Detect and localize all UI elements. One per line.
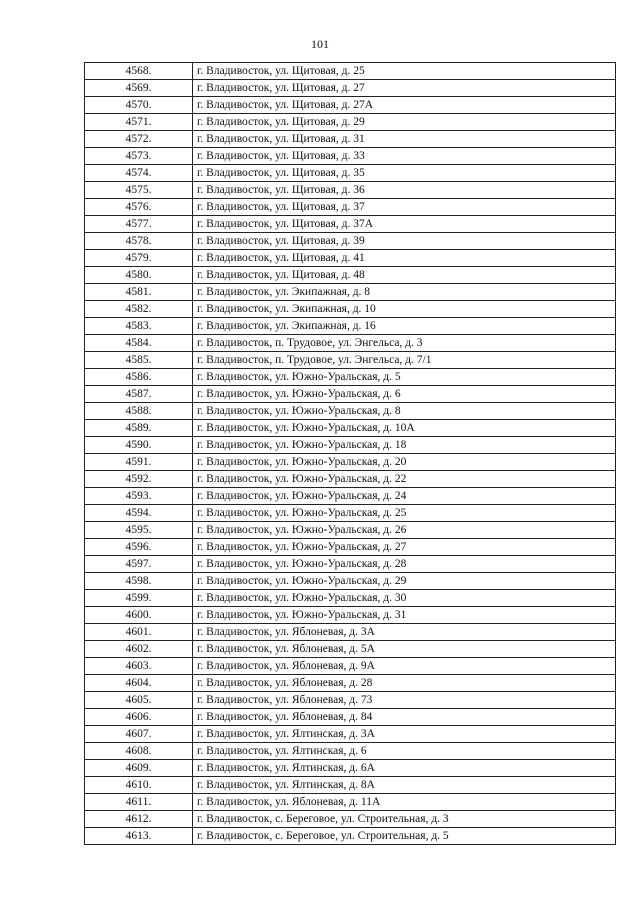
table-row (85, 148, 616, 165)
row-number: 4568. (85, 63, 193, 80)
row-number: 4583. (85, 318, 193, 335)
row-address: г. Владивосток, ул. Щитовая, д. 33 (193, 148, 616, 165)
table-row (85, 743, 616, 760)
row-number: 4574. (85, 165, 193, 182)
table-row (85, 80, 616, 97)
table-row (85, 97, 616, 114)
table-row (85, 369, 616, 386)
row-number: 4603. (85, 658, 193, 675)
row-address: г. Владивосток, ул. Яблоневая, д. 3А (193, 624, 616, 641)
row-address: г. Владивосток, п. Трудовое, ул. Энгельса, д. 7/1 (193, 352, 616, 369)
row-number: 4582. (85, 301, 193, 318)
row-address: г. Владивосток, ул. Щитовая, д. 39 (193, 233, 616, 250)
row-address: г. Владивосток, ул. Южно-Уральская, д. 25 (193, 505, 616, 522)
row-address: г. Владивосток, ул. Щитовая, д. 29 (193, 114, 616, 131)
row-number: 4592. (85, 471, 193, 488)
row-number: 4596. (85, 539, 193, 556)
row-address: г. Владивосток, ул. Южно-Уральская, д. 27 (193, 539, 616, 556)
row-address: г. Владивосток, ул. Экипажная, д. 8 (193, 284, 616, 301)
row-number: 4598. (85, 573, 193, 590)
row-address: г. Владивосток, ул. Южно-Уральская, д. 30 (193, 590, 616, 607)
row-number: 4584. (85, 335, 193, 352)
table-row (85, 539, 616, 556)
table-row (85, 760, 616, 777)
table-row (85, 505, 616, 522)
row-address: г. Владивосток, ул. Ялтинская, д. 3А (193, 726, 616, 743)
table-row (85, 352, 616, 369)
row-number: 4585. (85, 352, 193, 369)
table-row (85, 216, 616, 233)
row-address: г. Владивосток, ул. Ялтинская, д. 6А (193, 760, 616, 777)
row-address: г. Владивосток, ул. Экипажная, д. 16 (193, 318, 616, 335)
row-address: г. Владивосток, ул. Южно-Уральская, д. 28 (193, 556, 616, 573)
row-number: 4605. (85, 692, 193, 709)
table-row (85, 250, 616, 267)
row-number: 4576. (85, 199, 193, 216)
row-number: 4591. (85, 454, 193, 471)
row-number: 4580. (85, 267, 193, 284)
row-address: г. Владивосток, ул. Южно-Уральская, д. 18 (193, 437, 616, 454)
row-number: 4609. (85, 760, 193, 777)
row-address: г. Владивосток, ул. Щитовая, д. 48 (193, 267, 616, 284)
row-address: г. Владивосток, ул. Яблоневая, д. 84 (193, 709, 616, 726)
row-address: г. Владивосток, ул. Южно-Уральская, д. 6 (193, 386, 616, 403)
table-row (85, 284, 616, 301)
row-address: г. Владивосток, ул. Щитовая, д. 41 (193, 250, 616, 267)
row-address: г. Владивосток, с. Береговое, ул. Строительная, д. 3 (193, 811, 616, 828)
row-address: г. Владивосток, ул. Яблоневая, д. 9А (193, 658, 616, 675)
table-row (85, 182, 616, 199)
row-address: г. Владивосток, ул. Южно-Уральская, д. 10А (193, 420, 616, 437)
table-row (85, 301, 616, 318)
table-row (85, 267, 616, 284)
table-row (85, 114, 616, 131)
row-address: г. Владивосток, ул. Щитовая, д. 27А (193, 97, 616, 114)
row-address: г. Владивосток, ул. Яблоневая, д. 5А (193, 641, 616, 658)
table-row (85, 454, 616, 471)
table-row (85, 692, 616, 709)
row-number: 4612. (85, 811, 193, 828)
table-row (85, 386, 616, 403)
row-address: г. Владивосток, ул. Экипажная, д. 10 (193, 301, 616, 318)
row-address: г. Владивосток, ул. Щитовая, д. 37А (193, 216, 616, 233)
row-address: г. Владивосток, ул. Южно-Уральская, д. 24 (193, 488, 616, 505)
row-number: 4569. (85, 80, 193, 97)
table-row (85, 811, 616, 828)
table-row (85, 165, 616, 182)
row-number: 4597. (85, 556, 193, 573)
row-address: г. Владивосток, ул. Южно-Уральская, д. 31 (193, 607, 616, 624)
address-table (84, 62, 616, 845)
row-number: 4573. (85, 148, 193, 165)
table-row (85, 624, 616, 641)
row-number: 4581. (85, 284, 193, 301)
row-number: 4579. (85, 250, 193, 267)
row-address: г. Владивосток, ул. Южно-Уральская, д. 29 (193, 573, 616, 590)
row-number: 4604. (85, 675, 193, 692)
row-number: 4599. (85, 590, 193, 607)
table-row (85, 573, 616, 590)
table-row (85, 590, 616, 607)
page-number: 101 (311, 37, 329, 51)
row-number: 4570. (85, 97, 193, 114)
row-address: г. Владивосток, ул. Яблоневая, д. 73 (193, 692, 616, 709)
row-number: 4586. (85, 369, 193, 386)
table-row (85, 641, 616, 658)
table-row (85, 233, 616, 250)
row-number: 4613. (85, 828, 193, 845)
row-number: 4590. (85, 437, 193, 454)
row-address: г. Владивосток, ул. Щитовая, д. 27 (193, 80, 616, 97)
table-row (85, 522, 616, 539)
table-row (85, 131, 616, 148)
table-row (85, 437, 616, 454)
row-address: г. Владивосток, ул. Яблоневая, д. 28 (193, 675, 616, 692)
table-row (85, 556, 616, 573)
table-row (85, 471, 616, 488)
row-number: 4572. (85, 131, 193, 148)
row-number: 4593. (85, 488, 193, 505)
row-address: г. Владивосток, ул. Южно-Уральская, д. 8 (193, 403, 616, 420)
row-address: г. Владивосток, ул. Южно-Уральская, д. 26 (193, 522, 616, 539)
table-row (85, 828, 616, 845)
row-number: 4602. (85, 641, 193, 658)
table-row (85, 488, 616, 505)
row-number: 4610. (85, 777, 193, 794)
row-address: г. Владивосток, ул. Щитовая, д. 25 (193, 63, 616, 80)
row-address: г. Владивосток, ул. Щитовая, д. 31 (193, 131, 616, 148)
table-row (85, 726, 616, 743)
row-number: 4575. (85, 182, 193, 199)
row-number: 4607. (85, 726, 193, 743)
table-row (85, 335, 616, 352)
table-row (85, 709, 616, 726)
table-row (85, 794, 616, 811)
table-row (85, 199, 616, 216)
row-number: 4595. (85, 522, 193, 539)
row-number: 4588. (85, 403, 193, 420)
row-address: г. Владивосток, ул. Щитовая, д. 36 (193, 182, 616, 199)
row-address: г. Владивосток, ул. Щитовая, д. 35 (193, 165, 616, 182)
row-number: 4594. (85, 505, 193, 522)
row-number: 4611. (85, 794, 193, 811)
row-address: г. Владивосток, ул. Южно-Уральская, д. 22 (193, 471, 616, 488)
row-number: 4601. (85, 624, 193, 641)
row-address: г. Владивосток, ул. Южно-Уральская, д. 5 (193, 369, 616, 386)
row-number: 4571. (85, 114, 193, 131)
row-number: 4606. (85, 709, 193, 726)
table-row (85, 318, 616, 335)
table-row (85, 777, 616, 794)
row-number: 4589. (85, 420, 193, 437)
table-row (85, 658, 616, 675)
table-row (85, 675, 616, 692)
row-number: 4577. (85, 216, 193, 233)
row-number: 4587. (85, 386, 193, 403)
table-row (85, 403, 616, 420)
table-row (85, 420, 616, 437)
table-row (85, 607, 616, 624)
row-address: г. Владивосток, с. Береговое, ул. Строительная, д. 5 (193, 828, 616, 845)
row-address: г. Владивосток, п. Трудовое, ул. Энгельса, д. 3 (193, 335, 616, 352)
address-table-body (85, 63, 616, 845)
row-number: 4578. (85, 233, 193, 250)
row-number: 4608. (85, 743, 193, 760)
row-address: г. Владивосток, ул. Ялтинская, д. 8А (193, 777, 616, 794)
row-address: г. Владивосток, ул. Яблоневая, д. 11А (193, 794, 616, 811)
row-address: г. Владивосток, ул. Южно-Уральская, д. 20 (193, 454, 616, 471)
table-row (85, 63, 616, 80)
row-number: 4600. (85, 607, 193, 624)
row-address: г. Владивосток, ул. Щитовая, д. 37 (193, 199, 616, 216)
row-address: г. Владивосток, ул. Ялтинская, д. 6 (193, 743, 616, 760)
